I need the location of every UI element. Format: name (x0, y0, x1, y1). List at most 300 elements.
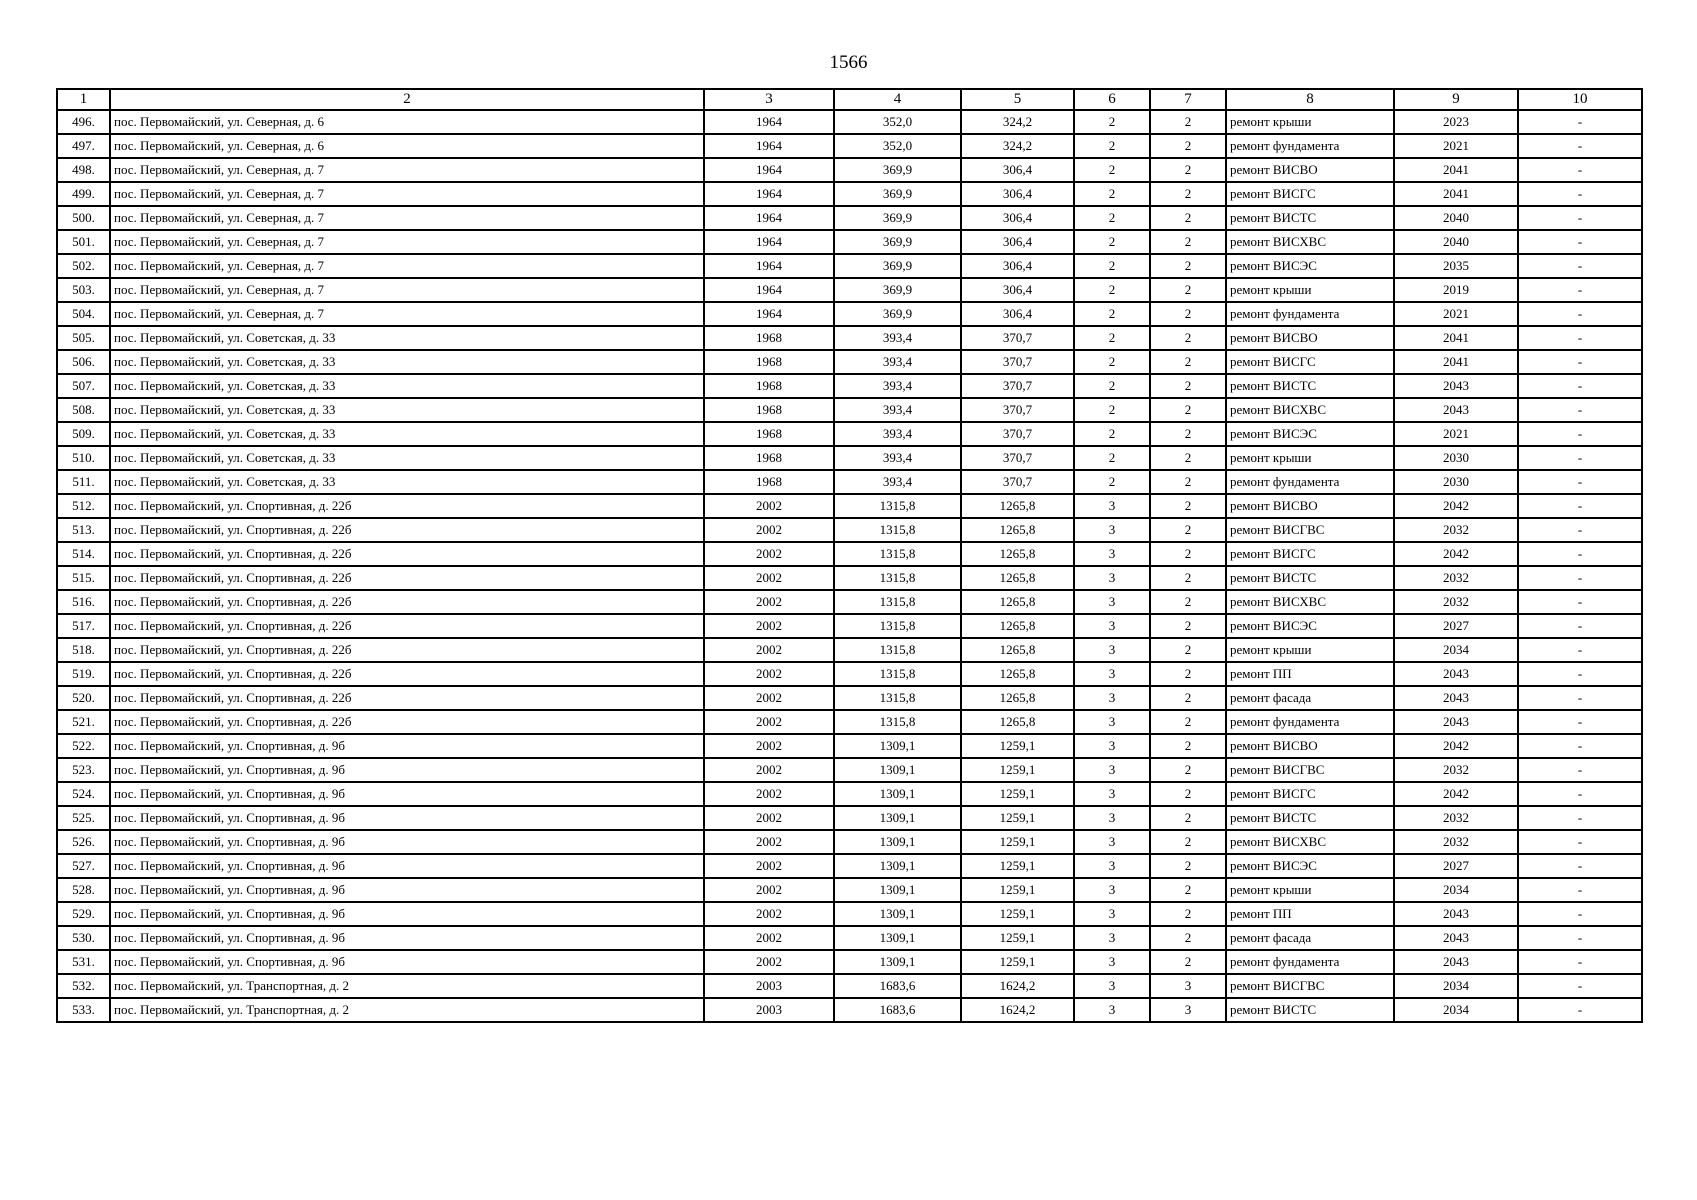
planned-year-cell: 2034 (1394, 998, 1518, 1022)
table-row (57, 110, 1642, 134)
work-type-cell: ремонт фундамента (1226, 470, 1394, 494)
column-header: 5 (961, 89, 1074, 110)
row-number-cell: 523. (57, 758, 110, 782)
note-cell: - (1518, 230, 1642, 254)
floors-cell: 2 (1074, 350, 1150, 374)
note-cell: - (1518, 158, 1642, 182)
living-area-cell: 1265,8 (961, 614, 1074, 638)
row-number-cell: 515. (57, 566, 110, 590)
floors-cell: 3 (1074, 974, 1150, 998)
year-built-cell: 1964 (704, 134, 834, 158)
planned-year-cell: 2021 (1394, 134, 1518, 158)
row-number-cell: 503. (57, 278, 110, 302)
planned-year-cell: 2027 (1394, 854, 1518, 878)
entrances-cell: 3 (1150, 974, 1226, 998)
row-number-cell: 517. (57, 614, 110, 638)
address-cell: пос. Первомайский, ул. Спортивная, д. 9б (110, 950, 704, 974)
living-area-cell: 1259,1 (961, 926, 1074, 950)
note-cell: - (1518, 878, 1642, 902)
table-row (57, 470, 1642, 494)
floors-cell: 2 (1074, 254, 1150, 278)
year-built-cell: 2002 (704, 926, 834, 950)
address-cell: пос. Первомайский, ул. Спортивная, д. 22б (110, 566, 704, 590)
address-cell: пос. Первомайский, ул. Спортивная, д. 22б (110, 662, 704, 686)
note-cell: - (1518, 398, 1642, 422)
table-row (57, 950, 1642, 974)
address-cell: пос. Первомайский, ул. Спортивная, д. 9б (110, 878, 704, 902)
entrances-cell: 2 (1150, 878, 1226, 902)
total-area-cell: 1315,8 (834, 638, 961, 662)
row-number-cell: 524. (57, 782, 110, 806)
total-area-cell: 352,0 (834, 134, 961, 158)
column-header: 2 (110, 89, 704, 110)
table-row (57, 158, 1642, 182)
entrances-cell: 2 (1150, 374, 1226, 398)
entrances-cell: 2 (1150, 518, 1226, 542)
year-built-cell: 2002 (704, 710, 834, 734)
address-cell: пос. Первомайский, ул. Спортивная, д. 22б (110, 710, 704, 734)
header-row (57, 89, 1642, 110)
table-row (57, 446, 1642, 470)
entrances-cell: 2 (1150, 398, 1226, 422)
floors-cell: 3 (1074, 710, 1150, 734)
total-area-cell: 1315,8 (834, 662, 961, 686)
work-type-cell: ремонт ВИСГС (1226, 542, 1394, 566)
note-cell: - (1518, 902, 1642, 926)
entrances-cell: 2 (1150, 446, 1226, 470)
note-cell: - (1518, 254, 1642, 278)
living-area-cell: 1265,8 (961, 542, 1074, 566)
year-built-cell: 2002 (704, 518, 834, 542)
address-cell: пос. Первомайский, ул. Спортивная, д. 22б (110, 638, 704, 662)
floors-cell: 3 (1074, 878, 1150, 902)
table-row (57, 182, 1642, 206)
address-cell: пос. Первомайский, ул. Северная, д. 7 (110, 302, 704, 326)
year-built-cell: 2002 (704, 806, 834, 830)
floors-cell: 3 (1074, 638, 1150, 662)
total-area-cell: 1309,1 (834, 758, 961, 782)
row-number-cell: 510. (57, 446, 110, 470)
living-area-cell: 370,7 (961, 470, 1074, 494)
row-number-cell: 533. (57, 998, 110, 1022)
note-cell: - (1518, 494, 1642, 518)
note-cell: - (1518, 374, 1642, 398)
floors-cell: 3 (1074, 830, 1150, 854)
note-cell: - (1518, 422, 1642, 446)
floors-cell: 3 (1074, 998, 1150, 1022)
work-type-cell: ремонт ВИСХВС (1226, 398, 1394, 422)
address-cell: пос. Первомайский, ул. Северная, д. 6 (110, 134, 704, 158)
table-row (57, 422, 1642, 446)
year-built-cell: 2002 (704, 854, 834, 878)
living-area-cell: 1624,2 (961, 998, 1074, 1022)
table-row (57, 902, 1642, 926)
note-cell: - (1518, 350, 1642, 374)
floors-cell: 3 (1074, 566, 1150, 590)
table-row (57, 830, 1642, 854)
row-number-cell: 512. (57, 494, 110, 518)
floors-cell: 3 (1074, 662, 1150, 686)
address-cell: пос. Первомайский, ул. Спортивная, д. 9б (110, 854, 704, 878)
year-built-cell: 1964 (704, 230, 834, 254)
living-area-cell: 1259,1 (961, 782, 1074, 806)
address-cell: пос. Первомайский, ул. Северная, д. 7 (110, 182, 704, 206)
total-area-cell: 1315,8 (834, 590, 961, 614)
table-row (57, 782, 1642, 806)
work-type-cell: ремонт ВИСТС (1226, 566, 1394, 590)
living-area-cell: 1259,1 (961, 806, 1074, 830)
living-area-cell: 370,7 (961, 422, 1074, 446)
note-cell: - (1518, 470, 1642, 494)
note-cell: - (1518, 278, 1642, 302)
year-built-cell: 2002 (704, 494, 834, 518)
year-built-cell: 2002 (704, 662, 834, 686)
floors-cell: 2 (1074, 206, 1150, 230)
table-row (57, 518, 1642, 542)
note-cell: - (1518, 950, 1642, 974)
living-area-cell: 1265,8 (961, 662, 1074, 686)
registry-table (56, 88, 1643, 1023)
entrances-cell: 3 (1150, 998, 1226, 1022)
floors-cell: 2 (1074, 374, 1150, 398)
address-cell: пос. Первомайский, ул. Спортивная, д. 22б (110, 614, 704, 638)
entrances-cell: 2 (1150, 302, 1226, 326)
planned-year-cell: 2021 (1394, 422, 1518, 446)
table-row (57, 878, 1642, 902)
total-area-cell: 1683,6 (834, 998, 961, 1022)
total-area-cell: 1309,1 (834, 950, 961, 974)
table-row (57, 302, 1642, 326)
total-area-cell: 1309,1 (834, 926, 961, 950)
total-area-cell: 393,4 (834, 422, 961, 446)
total-area-cell: 393,4 (834, 374, 961, 398)
address-cell: пос. Первомайский, ул. Советская, д. 33 (110, 422, 704, 446)
row-number-cell: 518. (57, 638, 110, 662)
address-cell: пос. Первомайский, ул. Спортивная, д. 9б (110, 902, 704, 926)
floors-cell: 3 (1074, 806, 1150, 830)
year-built-cell: 2002 (704, 902, 834, 926)
table-row (57, 326, 1642, 350)
column-header: 9 (1394, 89, 1518, 110)
row-number-cell: 514. (57, 542, 110, 566)
planned-year-cell: 2027 (1394, 614, 1518, 638)
row-number-cell: 531. (57, 950, 110, 974)
entrances-cell: 2 (1150, 830, 1226, 854)
row-number-cell: 508. (57, 398, 110, 422)
address-cell: пос. Первомайский, ул. Спортивная, д. 9б (110, 830, 704, 854)
work-type-cell: ремонт ВИСТС (1226, 998, 1394, 1022)
address-cell: пос. Первомайский, ул. Спортивная, д. 9б (110, 734, 704, 758)
table-row (57, 350, 1642, 374)
table-row (57, 638, 1642, 662)
total-area-cell: 1315,8 (834, 686, 961, 710)
work-type-cell: ремонт ВИСГВС (1226, 758, 1394, 782)
work-type-cell: ремонт ВИСХВС (1226, 830, 1394, 854)
planned-year-cell: 2040 (1394, 206, 1518, 230)
living-area-cell: 1624,2 (961, 974, 1074, 998)
work-type-cell: ремонт крыши (1226, 110, 1394, 134)
total-area-cell: 393,4 (834, 446, 961, 470)
floors-cell: 2 (1074, 326, 1150, 350)
entrances-cell: 2 (1150, 206, 1226, 230)
planned-year-cell: 2030 (1394, 446, 1518, 470)
column-header: 8 (1226, 89, 1394, 110)
column-header: 4 (834, 89, 961, 110)
row-number-cell: 506. (57, 350, 110, 374)
row-number-cell: 522. (57, 734, 110, 758)
table-row (57, 758, 1642, 782)
table-row (57, 374, 1642, 398)
table-row (57, 398, 1642, 422)
work-type-cell: ремонт ПП (1226, 902, 1394, 926)
total-area-cell: 1315,8 (834, 710, 961, 734)
living-area-cell: 1259,1 (961, 758, 1074, 782)
living-area-cell: 1265,8 (961, 686, 1074, 710)
floors-cell: 2 (1074, 278, 1150, 302)
entrances-cell: 2 (1150, 566, 1226, 590)
table-row (57, 230, 1642, 254)
entrances-cell: 2 (1150, 470, 1226, 494)
living-area-cell: 1265,8 (961, 566, 1074, 590)
floors-cell: 2 (1074, 230, 1150, 254)
work-type-cell: ремонт ВИСЭС (1226, 422, 1394, 446)
address-cell: пос. Первомайский, ул. Спортивная, д. 9б (110, 782, 704, 806)
total-area-cell: 1315,8 (834, 542, 961, 566)
total-area-cell: 369,9 (834, 158, 961, 182)
planned-year-cell: 2021 (1394, 302, 1518, 326)
work-type-cell: ремонт ВИСЭС (1226, 614, 1394, 638)
total-area-cell: 1315,8 (834, 494, 961, 518)
floors-cell: 3 (1074, 902, 1150, 926)
table-row (57, 542, 1642, 566)
planned-year-cell: 2035 (1394, 254, 1518, 278)
planned-year-cell: 2043 (1394, 926, 1518, 950)
note-cell: - (1518, 590, 1642, 614)
living-area-cell: 1259,1 (961, 950, 1074, 974)
column-header: 3 (704, 89, 834, 110)
planned-year-cell: 2019 (1394, 278, 1518, 302)
entrances-cell: 2 (1150, 902, 1226, 926)
column-header: 7 (1150, 89, 1226, 110)
work-type-cell: ремонт ПП (1226, 662, 1394, 686)
entrances-cell: 2 (1150, 710, 1226, 734)
total-area-cell: 1309,1 (834, 878, 961, 902)
row-number-cell: 498. (57, 158, 110, 182)
entrances-cell: 2 (1150, 494, 1226, 518)
work-type-cell: ремонт крыши (1226, 638, 1394, 662)
year-built-cell: 1964 (704, 302, 834, 326)
total-area-cell: 393,4 (834, 470, 961, 494)
floors-cell: 2 (1074, 134, 1150, 158)
entrances-cell: 2 (1150, 590, 1226, 614)
year-built-cell: 1968 (704, 422, 834, 446)
address-cell: пос. Первомайский, ул. Северная, д. 7 (110, 158, 704, 182)
entrances-cell: 2 (1150, 278, 1226, 302)
address-cell: пос. Первомайский, ул. Спортивная, д. 22б (110, 686, 704, 710)
total-area-cell: 1309,1 (834, 806, 961, 830)
address-cell: пос. Первомайский, ул. Спортивная, д. 9б (110, 758, 704, 782)
planned-year-cell: 2042 (1394, 494, 1518, 518)
note-cell: - (1518, 926, 1642, 950)
entrances-cell: 2 (1150, 782, 1226, 806)
note-cell: - (1518, 782, 1642, 806)
planned-year-cell: 2043 (1394, 398, 1518, 422)
floors-cell: 2 (1074, 398, 1150, 422)
work-type-cell: ремонт ВИСВО (1226, 494, 1394, 518)
note-cell: - (1518, 302, 1642, 326)
table-row (57, 686, 1642, 710)
year-built-cell: 2002 (704, 878, 834, 902)
year-built-cell: 2002 (704, 686, 834, 710)
table-row (57, 662, 1642, 686)
note-cell: - (1518, 830, 1642, 854)
address-cell: пос. Первомайский, ул. Спортивная, д. 22б (110, 590, 704, 614)
planned-year-cell: 2040 (1394, 230, 1518, 254)
table-row (57, 134, 1642, 158)
entrances-cell: 2 (1150, 230, 1226, 254)
note-cell: - (1518, 806, 1642, 830)
planned-year-cell: 2034 (1394, 974, 1518, 998)
note-cell: - (1518, 710, 1642, 734)
year-built-cell: 2002 (704, 950, 834, 974)
year-built-cell: 2002 (704, 614, 834, 638)
address-cell: пос. Первомайский, ул. Советская, д. 33 (110, 470, 704, 494)
row-number-cell: 499. (57, 182, 110, 206)
planned-year-cell: 2043 (1394, 950, 1518, 974)
entrances-cell: 2 (1150, 542, 1226, 566)
table-row (57, 974, 1642, 998)
note-cell: - (1518, 206, 1642, 230)
work-type-cell: ремонт ВИСХВС (1226, 230, 1394, 254)
note-cell: - (1518, 518, 1642, 542)
work-type-cell: ремонт крыши (1226, 278, 1394, 302)
total-area-cell: 352,0 (834, 110, 961, 134)
floors-cell: 3 (1074, 518, 1150, 542)
year-built-cell: 1968 (704, 470, 834, 494)
year-built-cell: 2002 (704, 638, 834, 662)
total-area-cell: 393,4 (834, 398, 961, 422)
address-cell: пос. Первомайский, ул. Спортивная, д. 22б (110, 518, 704, 542)
year-built-cell: 2002 (704, 590, 834, 614)
living-area-cell: 370,7 (961, 374, 1074, 398)
address-cell: пос. Первомайский, ул. Транспортная, д. 2 (110, 974, 704, 998)
row-number-cell: 509. (57, 422, 110, 446)
column-header: 1 (57, 89, 110, 110)
work-type-cell: ремонт фасада (1226, 686, 1394, 710)
address-cell: пос. Первомайский, ул. Северная, д. 7 (110, 230, 704, 254)
total-area-cell: 1315,8 (834, 518, 961, 542)
year-built-cell: 2002 (704, 542, 834, 566)
note-cell: - (1518, 134, 1642, 158)
living-area-cell: 1259,1 (961, 734, 1074, 758)
living-area-cell: 306,4 (961, 206, 1074, 230)
note-cell: - (1518, 110, 1642, 134)
address-cell: пос. Первомайский, ул. Северная, д. 7 (110, 278, 704, 302)
floors-cell: 3 (1074, 758, 1150, 782)
entrances-cell: 2 (1150, 734, 1226, 758)
row-number-cell: 528. (57, 878, 110, 902)
row-number-cell: 496. (57, 110, 110, 134)
work-type-cell: ремонт ВИСЭС (1226, 854, 1394, 878)
floors-cell: 2 (1074, 422, 1150, 446)
table-row (57, 590, 1642, 614)
work-type-cell: ремонт ВИСХВС (1226, 590, 1394, 614)
row-number-cell: 520. (57, 686, 110, 710)
year-built-cell: 1964 (704, 182, 834, 206)
row-number-cell: 530. (57, 926, 110, 950)
entrances-cell: 2 (1150, 158, 1226, 182)
year-built-cell: 1968 (704, 398, 834, 422)
year-built-cell: 2002 (704, 758, 834, 782)
year-built-cell: 2003 (704, 998, 834, 1022)
living-area-cell: 370,7 (961, 350, 1074, 374)
living-area-cell: 306,4 (961, 302, 1074, 326)
row-number-cell: 519. (57, 662, 110, 686)
note-cell: - (1518, 566, 1642, 590)
planned-year-cell: 2032 (1394, 758, 1518, 782)
work-type-cell: ремонт ВИСТС (1226, 806, 1394, 830)
living-area-cell: 324,2 (961, 110, 1074, 134)
note-cell: - (1518, 542, 1642, 566)
entrances-cell: 2 (1150, 350, 1226, 374)
planned-year-cell: 2032 (1394, 518, 1518, 542)
entrances-cell: 2 (1150, 422, 1226, 446)
row-number-cell: 525. (57, 806, 110, 830)
planned-year-cell: 2043 (1394, 902, 1518, 926)
address-cell: пос. Первомайский, ул. Советская, д. 33 (110, 374, 704, 398)
planned-year-cell: 2034 (1394, 638, 1518, 662)
entrances-cell: 2 (1150, 182, 1226, 206)
total-area-cell: 1309,1 (834, 830, 961, 854)
entrances-cell: 2 (1150, 110, 1226, 134)
year-built-cell: 1964 (704, 278, 834, 302)
address-cell: пос. Первомайский, ул. Советская, д. 33 (110, 398, 704, 422)
total-area-cell: 369,9 (834, 206, 961, 230)
work-type-cell: ремонт ВИСВО (1226, 734, 1394, 758)
floors-cell: 3 (1074, 686, 1150, 710)
living-area-cell: 370,7 (961, 398, 1074, 422)
address-cell: пос. Первомайский, ул. Спортивная, д. 22б (110, 494, 704, 518)
total-area-cell: 1309,1 (834, 902, 961, 926)
table-row (57, 566, 1642, 590)
row-number-cell: 500. (57, 206, 110, 230)
living-area-cell: 1259,1 (961, 830, 1074, 854)
planned-year-cell: 2043 (1394, 686, 1518, 710)
planned-year-cell: 2042 (1394, 542, 1518, 566)
year-built-cell: 1968 (704, 374, 834, 398)
year-built-cell: 2002 (704, 566, 834, 590)
table-body (57, 110, 1642, 1022)
year-built-cell: 2003 (704, 974, 834, 998)
entrances-cell: 2 (1150, 614, 1226, 638)
address-cell: пос. Первомайский, ул. Северная, д. 7 (110, 206, 704, 230)
planned-year-cell: 2042 (1394, 734, 1518, 758)
planned-year-cell: 2042 (1394, 782, 1518, 806)
note-cell: - (1518, 686, 1642, 710)
address-cell: пос. Первомайский, ул. Советская, д. 33 (110, 446, 704, 470)
table-row (57, 254, 1642, 278)
planned-year-cell: 2032 (1394, 830, 1518, 854)
entrances-cell: 2 (1150, 662, 1226, 686)
row-number-cell: 511. (57, 470, 110, 494)
note-cell: - (1518, 974, 1642, 998)
address-cell: пос. Первомайский, ул. Спортивная, д. 22б (110, 542, 704, 566)
address-cell: пос. Первомайский, ул. Спортивная, д. 9б (110, 926, 704, 950)
column-header: 6 (1074, 89, 1150, 110)
address-cell: пос. Первомайский, ул. Северная, д. 6 (110, 110, 704, 134)
total-area-cell: 1309,1 (834, 734, 961, 758)
work-type-cell: ремонт крыши (1226, 446, 1394, 470)
